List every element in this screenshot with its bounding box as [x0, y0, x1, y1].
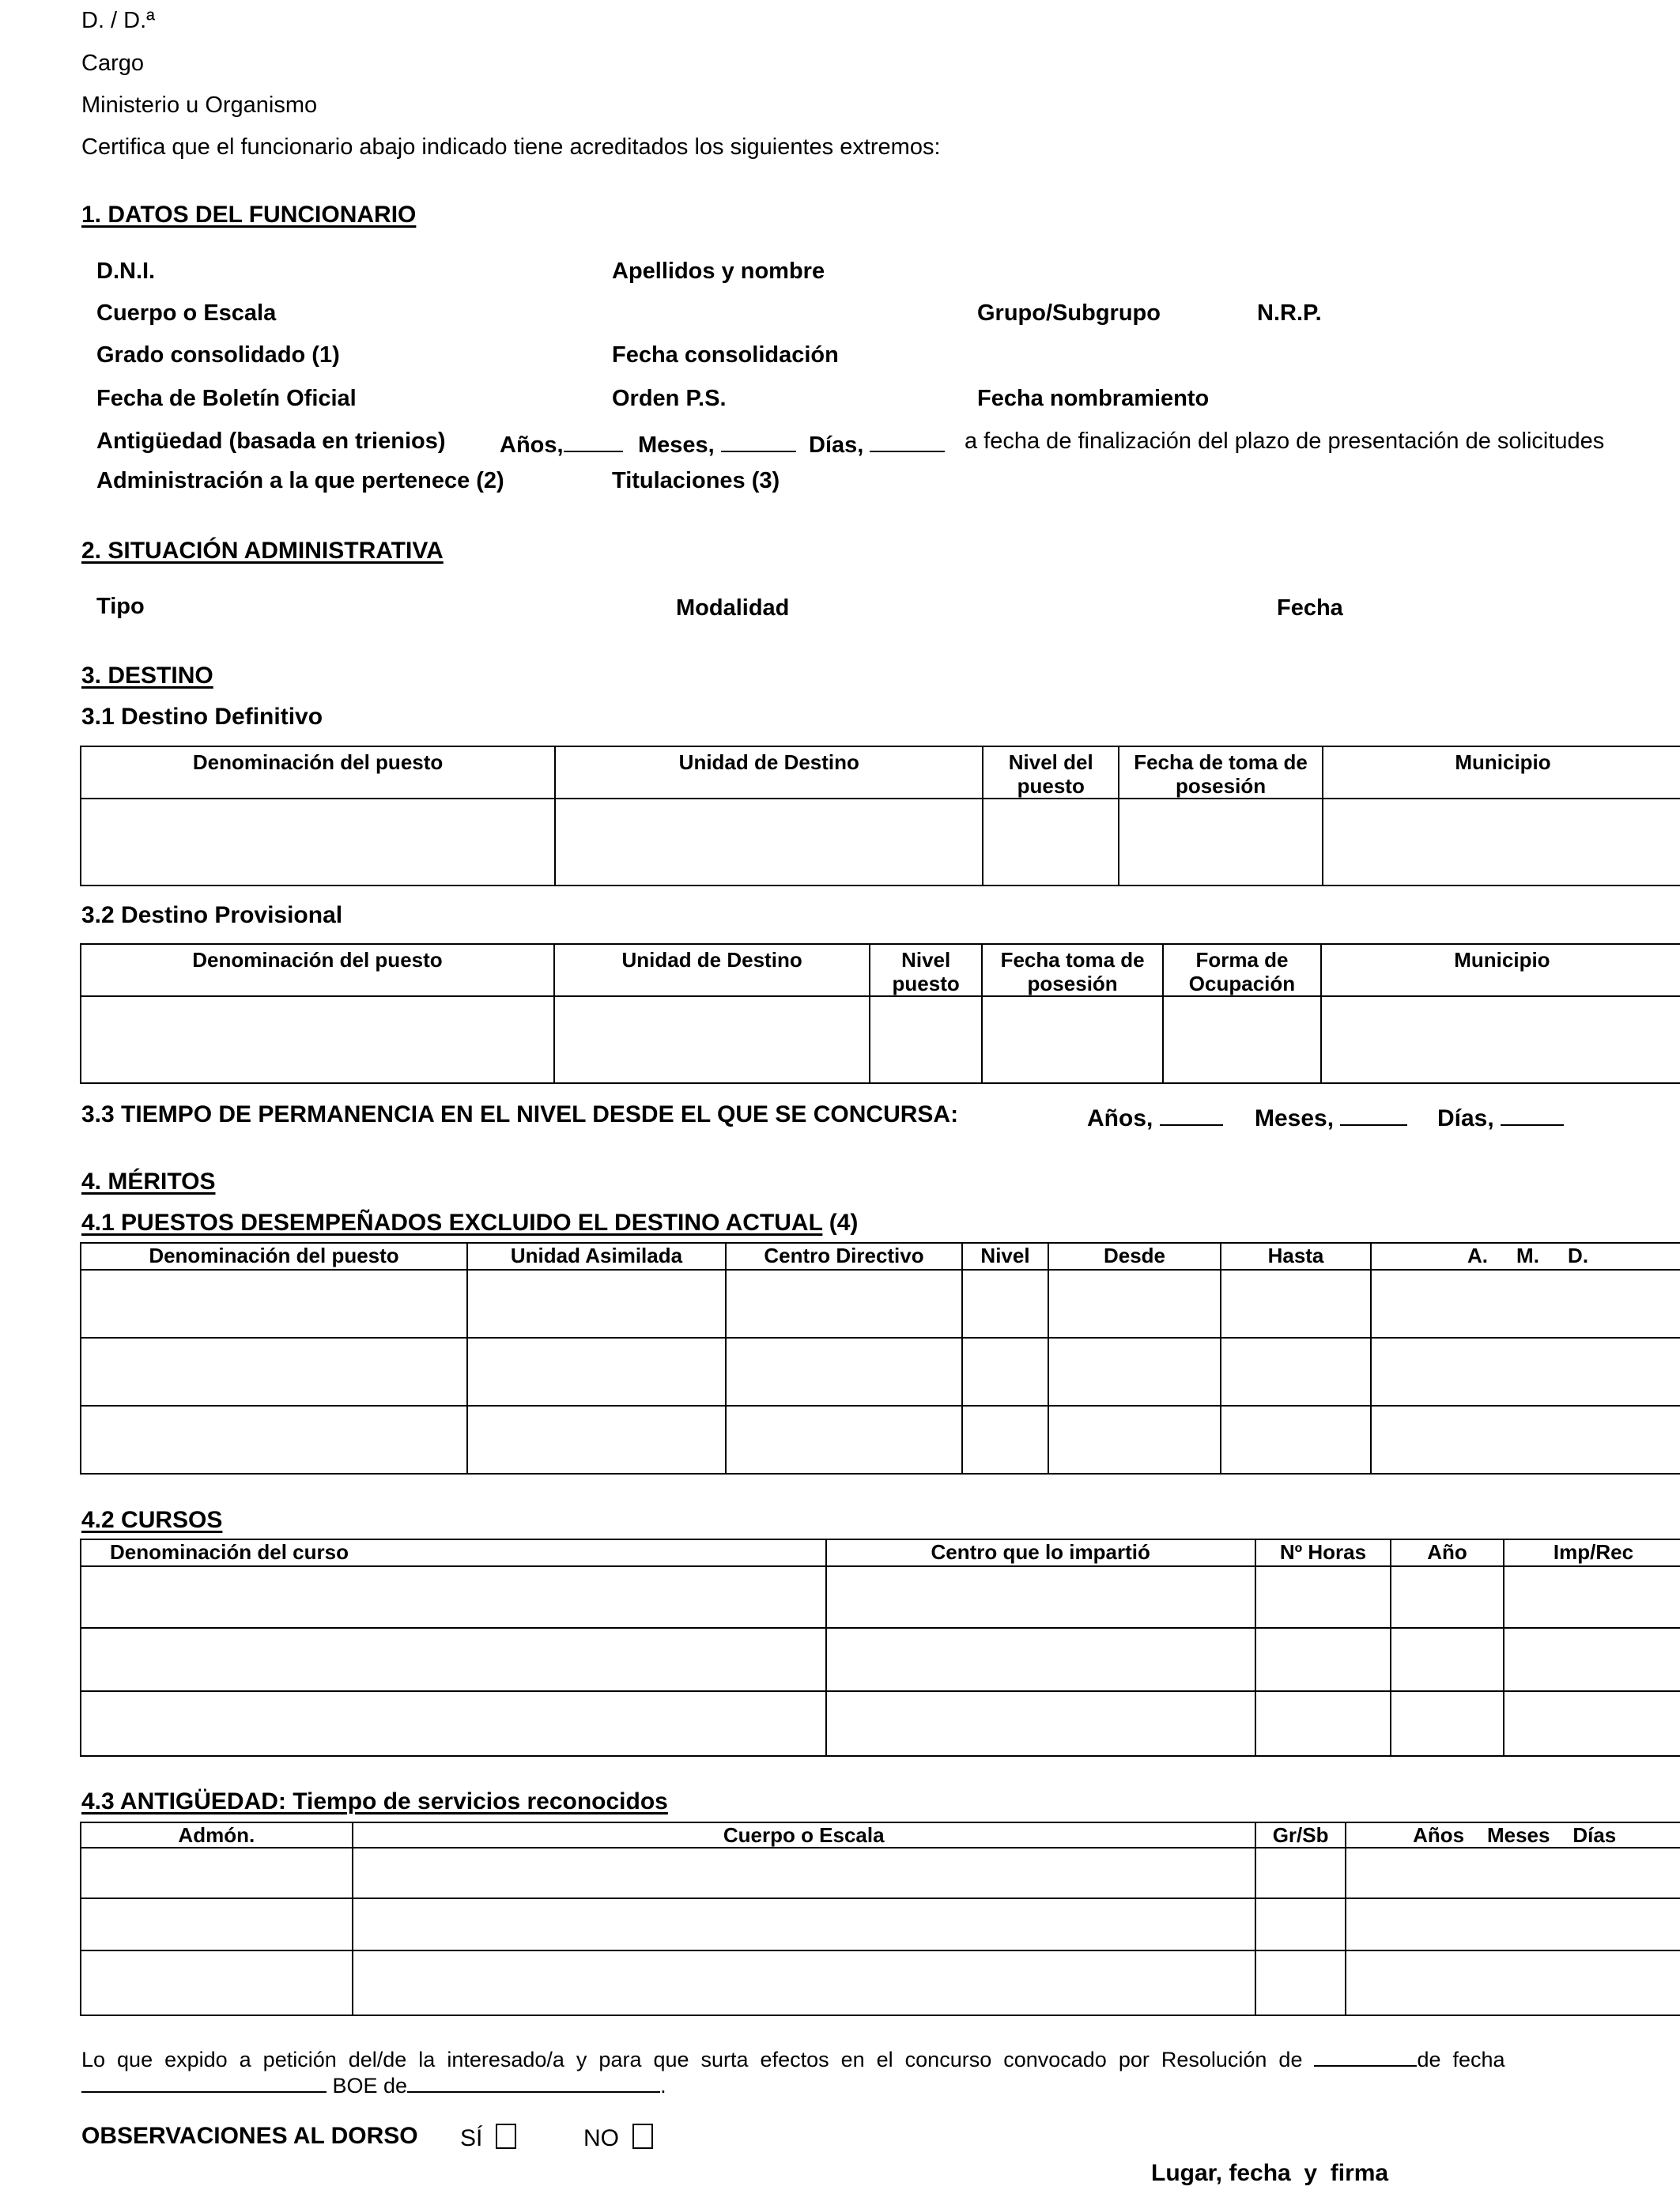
cell[interactable]: [726, 1338, 962, 1406]
permanencia-label: 3.3 TIEMPO DE PERMANENCIA EN EL NIVEL DESDE EL QUE SE CONCURSA:: [81, 1101, 959, 1127]
cell[interactable]: [81, 1691, 826, 1756]
cell[interactable]: [1504, 1691, 1680, 1756]
th-desde: Desde: [1048, 1243, 1221, 1270]
cell[interactable]: [826, 1691, 1255, 1756]
th-centro: Centro que lo impartió: [826, 1539, 1255, 1566]
blank-line[interactable]: [721, 429, 796, 452]
th-forma-ocupacion: Forma de Ocupación: [1163, 944, 1321, 996]
cell[interactable]: [1321, 996, 1680, 1083]
cell[interactable]: [1371, 1270, 1680, 1338]
blank-line[interactable]: [1501, 1102, 1564, 1126]
lugar-fecha-firma: Lugar, fecha y firma: [1151, 2160, 1389, 2186]
cell[interactable]: [81, 1950, 353, 2015]
cell[interactable]: [1255, 1566, 1391, 1628]
cell[interactable]: [1221, 1270, 1371, 1338]
table-row: [81, 1338, 1680, 1406]
cell[interactable]: [1391, 1628, 1504, 1691]
cell[interactable]: [983, 799, 1119, 886]
cell[interactable]: [81, 799, 555, 886]
label-fecha: Fecha: [1277, 595, 1343, 621]
cell[interactable]: [554, 996, 870, 1083]
observaciones-label: OBSERVACIONES AL DORSO: [81, 2123, 418, 2149]
cell[interactable]: [726, 1270, 962, 1338]
table-row: [81, 1406, 1680, 1474]
cell[interactable]: [1221, 1338, 1371, 1406]
cell[interactable]: [81, 1270, 467, 1338]
table-cursos: [80, 1539, 1680, 1757]
table-row: [81, 1628, 1680, 1691]
th-centro-directivo: Centro Directivo: [726, 1243, 962, 1270]
th-denominacion: Denominación del puesto: [81, 1243, 467, 1270]
cell[interactable]: [1255, 1848, 1346, 1898]
antiguedad-a-fecha: a fecha de finalización del plazo de presentación de solicitudes: [965, 429, 1605, 454]
cell[interactable]: [1255, 1628, 1391, 1691]
blank-line[interactable]: [407, 2069, 660, 2093]
th-amd: A. M. D.: [1371, 1243, 1680, 1270]
label-titulaciones: Titulaciones (3): [612, 468, 780, 493]
label-cuerpo: Cuerpo o Escala: [96, 300, 277, 326]
cell[interactable]: [81, 996, 554, 1083]
subsection-4-2: 4.2 CURSOS: [81, 1507, 223, 1533]
section-3-title: 3. DESTINO: [81, 663, 213, 689]
label-tipo: Tipo: [96, 594, 145, 619]
blank-line[interactable]: [1160, 1102, 1223, 1126]
permanencia-dias: Días,: [1437, 1102, 1564, 1131]
label-modalidad: Modalidad: [676, 595, 790, 621]
cell[interactable]: [962, 1270, 1048, 1338]
cell[interactable]: [726, 1406, 962, 1474]
cell[interactable]: [81, 1898, 353, 1950]
cell[interactable]: [1048, 1270, 1221, 1338]
cell[interactable]: [81, 1338, 467, 1406]
cell[interactable]: [353, 1898, 1255, 1950]
expido-text: Lo que expido a petición del/de la interesado/a y para que surta efectos en el concurso convocado por Resolución de de fecha: [81, 2043, 1505, 2072]
th-municipio: Municipio: [1323, 746, 1680, 799]
th-hasta: Hasta: [1221, 1243, 1371, 1270]
header-ministerio: Ministerio u Organismo: [81, 93, 318, 118]
label-administracion: Administración a la que pertenece (2): [96, 468, 504, 493]
cell[interactable]: [81, 1628, 826, 1691]
blank-line[interactable]: [81, 2069, 327, 2093]
permanencia-anos: Años,: [1087, 1102, 1223, 1131]
antiguedad-anos: Años,: [500, 429, 623, 458]
th-anos-meses-dias: Años Meses Días: [1346, 1822, 1680, 1848]
cell[interactable]: [1119, 799, 1323, 886]
label-fecha-consolidacion: Fecha consolidación: [612, 342, 839, 368]
label-fecha-nombramiento: Fecha nombramiento: [977, 386, 1210, 411]
label-grado: Grado consolidado (1): [96, 342, 340, 368]
section-1-title: 1. DATOS DEL FUNCIONARIO: [81, 202, 417, 228]
header-cargo: Cargo: [81, 51, 144, 76]
cell[interactable]: [1371, 1338, 1680, 1406]
option-si[interactable]: SÍ: [460, 2124, 516, 2151]
th-unidad: Unidad de Destino: [555, 746, 983, 799]
cell[interactable]: [962, 1406, 1048, 1474]
th-imp-rec: Imp/Rec: [1504, 1539, 1680, 1566]
th-municipio: Municipio: [1321, 944, 1680, 996]
cell[interactable]: [982, 996, 1163, 1083]
cell[interactable]: [826, 1566, 1255, 1628]
subsection-3-1: 3.1 Destino Definitivo: [81, 704, 323, 730]
cell[interactable]: [467, 1270, 726, 1338]
permanencia-meses: Meses,: [1255, 1102, 1407, 1131]
table-antiguedad: [80, 1822, 1680, 2016]
th-unidad-asimilada: Unidad Asimilada: [467, 1243, 726, 1270]
cell[interactable]: [1255, 1691, 1391, 1756]
th-denominacion: Denominación del puesto: [81, 944, 554, 996]
label-antiguedad: Antigüedad (basada en trienios): [96, 429, 446, 454]
cell[interactable]: [1255, 1898, 1346, 1950]
cell[interactable]: [467, 1406, 726, 1474]
section-4-title: 4. MÉRITOS: [81, 1169, 216, 1195]
cell[interactable]: [1255, 1950, 1346, 2015]
label-dni: D.N.I.: [96, 259, 156, 284]
table-row: [81, 1898, 1680, 1950]
label-orden: Orden P.S.: [612, 386, 727, 411]
blank-line[interactable]: [1314, 2043, 1417, 2067]
cell[interactable]: [1504, 1566, 1680, 1628]
cell[interactable]: [81, 1566, 826, 1628]
header-line-1: D. / D.ª: [81, 8, 155, 33]
th-fecha-toma: Fecha toma de posesión: [982, 944, 1163, 996]
checkbox-no[interactable]: [632, 2124, 653, 2149]
subsection-3-2: 3.2 Destino Provisional: [81, 902, 343, 928]
cell[interactable]: [1221, 1406, 1371, 1474]
table-row: [81, 1691, 1680, 1756]
boe-line: BOE de .: [81, 2069, 666, 2098]
antiguedad-dias: Días,: [809, 429, 945, 458]
th-denominacion-curso: Denominación del curso: [81, 1539, 826, 1566]
cell[interactable]: [1346, 1848, 1680, 1898]
cell[interactable]: [870, 996, 982, 1083]
label-grupo: Grupo/Subgrupo: [977, 300, 1161, 326]
cell[interactable]: [1323, 799, 1680, 886]
cell[interactable]: [1048, 1338, 1221, 1406]
cell[interactable]: [1163, 996, 1321, 1083]
cell[interactable]: [1346, 1898, 1680, 1950]
cell[interactable]: [81, 1406, 467, 1474]
th-unidad: Unidad de Destino: [554, 944, 870, 996]
th-nivel: Nivel del puesto: [983, 746, 1119, 799]
cell[interactable]: [467, 1338, 726, 1406]
th-fecha-toma: Fecha de toma de posesión: [1119, 746, 1323, 799]
table-row: [81, 799, 1680, 886]
cell[interactable]: [353, 1950, 1255, 2015]
blank-line[interactable]: [1340, 1102, 1407, 1126]
cell[interactable]: [826, 1628, 1255, 1691]
th-admon: Admón.: [81, 1822, 353, 1848]
blank-line[interactable]: [564, 429, 623, 452]
label-apellidos: Apellidos y nombre: [612, 259, 825, 284]
th-denominacion: Denominación del puesto: [81, 746, 555, 799]
cell[interactable]: [1346, 1950, 1680, 2015]
cell[interactable]: [1391, 1566, 1504, 1628]
subsection-4-3: 4.3 ANTIGÜEDAD: Tiempo de servicios reconocidos: [81, 1788, 668, 1814]
cell[interactable]: [81, 1848, 353, 1898]
cell[interactable]: [1391, 1691, 1504, 1756]
option-no[interactable]: NO: [583, 2124, 653, 2151]
table-row: [81, 1270, 1680, 1338]
subsection-4-1: 4.1 PUESTOS DESEMPEÑADOS EXCLUIDO EL DESTINO ACTUAL (4): [81, 1210, 859, 1236]
cell[interactable]: [555, 799, 983, 886]
th-horas: Nº Horas: [1255, 1539, 1391, 1566]
table-row: [81, 1848, 1680, 1898]
cell[interactable]: [1371, 1406, 1680, 1474]
th-nivel: Nivel puesto: [870, 944, 982, 996]
th-grsb: Gr/Sb: [1255, 1822, 1346, 1848]
cell[interactable]: [962, 1338, 1048, 1406]
table-destino-definitivo: [80, 746, 1680, 886]
cell[interactable]: [1504, 1628, 1680, 1691]
label-nrp: N.R.P.: [1257, 300, 1322, 326]
table-row: [81, 996, 1680, 1083]
cell[interactable]: [353, 1848, 1255, 1898]
th-ano: Año: [1391, 1539, 1504, 1566]
th-nivel: Nivel: [962, 1243, 1048, 1270]
section-2-title: 2. SITUACIÓN ADMINISTRATIVA: [81, 538, 444, 564]
table-row: [81, 1566, 1680, 1628]
table-destino-provisional: [80, 943, 1680, 1084]
header-certifica: Certifica que el funcionario abajo indicado tiene acreditados los siguientes extremos:: [81, 134, 941, 160]
blank-line[interactable]: [870, 429, 945, 452]
label-fecha-boletin: Fecha de Boletín Oficial: [96, 386, 357, 411]
antiguedad-meses: Meses,: [638, 429, 796, 458]
th-cuerpo: Cuerpo o Escala: [353, 1822, 1255, 1848]
cell[interactable]: [1048, 1406, 1221, 1474]
table-row: [81, 1950, 1680, 2015]
checkbox-si[interactable]: [496, 2124, 516, 2149]
table-puestos-desempenados: [80, 1242, 1680, 1475]
